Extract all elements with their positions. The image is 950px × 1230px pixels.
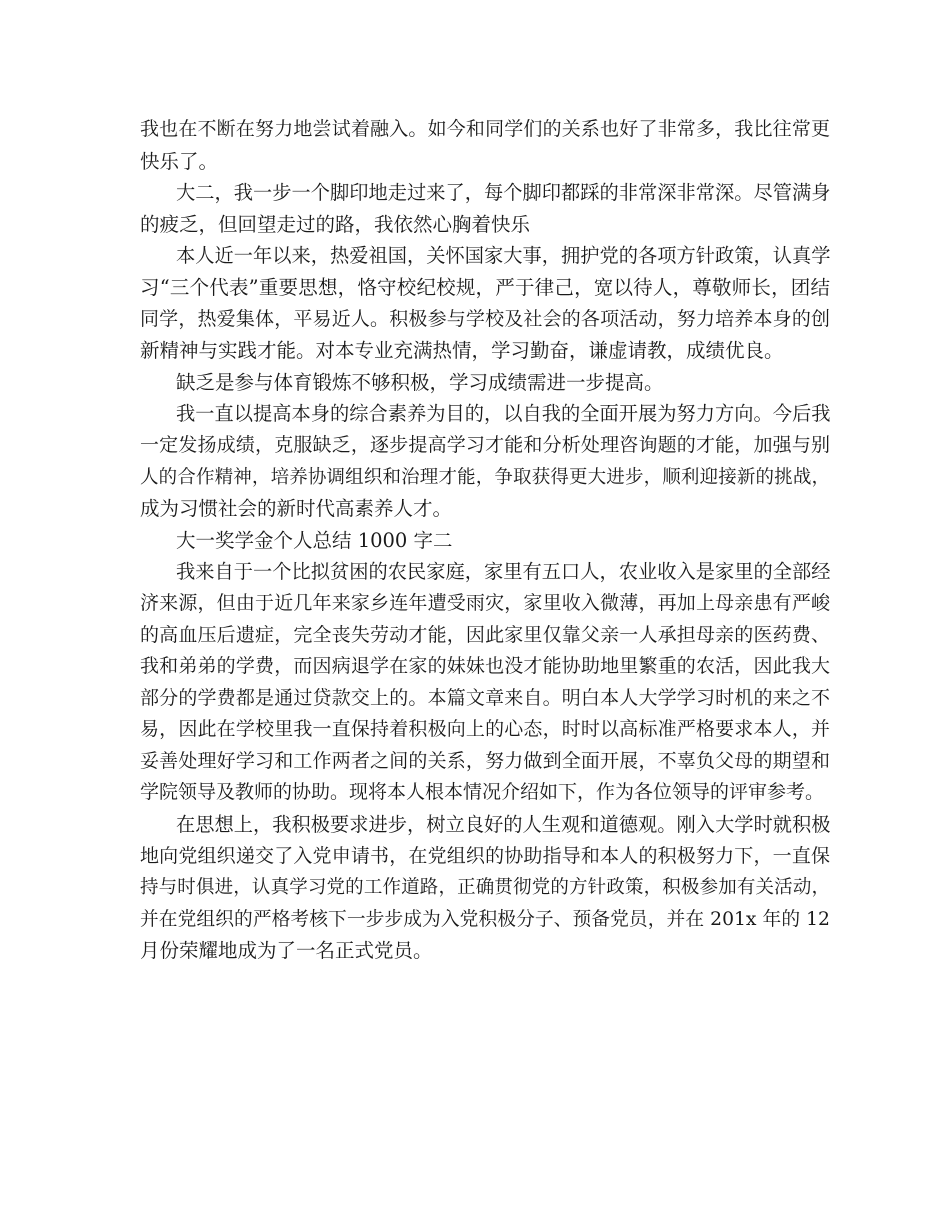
- text-line: 同学，热爱集体，平易近人。积极参与学校及社会的各项活动，努力培养本身的创: [140, 307, 830, 330]
- text-line: 我来自于一个比拟贫困的农民家庭，家里有五口人，农业收入是家里的全部经: [176, 560, 831, 584]
- text-line: 持与时俱进，认真学习党的工作道路，正确贯彻党的方针政策，积极参加有关活动，: [140, 877, 830, 899]
- text-line: 济来源，但由于近几年来家乡连年遭受雨灾，家里收入微薄，再加上母亲患有严峻: [140, 591, 830, 614]
- text-line: 的疲乏，但回望走过的路，我依然心胸着快乐: [140, 212, 531, 236]
- text-line: 学院领导及教师的协助。现将本人根本情况介绍如下，作为各位领导的评审参考。: [140, 781, 825, 804]
- text-line: 成为习惯社会的新时代高素养人才。: [140, 497, 453, 521]
- text-line: 我也在不断在努力地尝试着融入。如今和同学们的关系也好了非常多，我比往常更: [140, 118, 830, 140]
- text-line: 本人近一年以来，热爱祖国，关怀国家大事，拥护党的各项方针政策，认真学: [176, 244, 831, 268]
- text-line: 新精神与实践才能。对本专业充满热情，学习勤奋，谦虚请教，成绩优良。: [140, 339, 784, 363]
- text-line: 大二，我一步一个脚印地走过来了，每个脚印都踩的非常深非常深。尽管满身: [176, 181, 831, 205]
- text-line: 部分的学费都是通过贷款交上的。本篇文章来自。明白本人大学学习时机的来之不: [140, 686, 830, 709]
- text-line: 的高血压后遗症，完全丧失劳动才能，因此家里仅靠父亲一人承担母亲的医药费、: [140, 623, 830, 646]
- text-line: 月份荣耀地成为了一名正式党员。: [140, 939, 433, 963]
- text-line: 大一奖学金个人总结 1000 字二: [176, 528, 453, 552]
- text-line: 快乐了。: [140, 149, 219, 173]
- text-line: 我一直以提高本身的综合素养为目的，以自我的全面开展为努力方向。今后我: [176, 402, 831, 426]
- text-line: 我和弟弟的学费，而因病退学在家的妹妹也没才能协助地里繁重的农活，因此我大: [140, 655, 830, 678]
- text-line: 习“三个代表”重要思想，恪守校纪校规，严于律己，宽以待人，尊敬师长，团结: [140, 275, 830, 299]
- text-line: 在思想上，我积极要求进步，树立良好的人生观和道德观。刚入大学时就积极: [176, 813, 831, 837]
- text-line: 并在党组织的严格考核下一步步成为入党积极分子、预备党员，并在 201x 年的 12: [140, 908, 830, 930]
- document-body: [140, 114, 830, 967]
- text-line: 地向党组织递交了入党申请书，在党组织的协助指导和本人的积极努力下，一直保: [140, 844, 830, 867]
- text-line: 易，因此在学校里我一直保持着积极向上的心态，时时以高标准严格要求本人，并: [140, 718, 830, 741]
- text-line: 妥善处理好学习和工作两者之间的关系，努力做到全面开展，不辜负父母的期望和: [140, 749, 830, 772]
- text-line: 缺乏是参与体育锻炼不够积极，学习成绩需进一步提高。: [176, 370, 664, 394]
- text-line: 人的合作精神，培养协调组织和治理才能，争取获得更大进步，顺利迎接新的挑战，: [140, 466, 830, 488]
- text-line: 一定发扬成绩，克服缺乏，逐步提高学习才能和分析处理咨询题的才能，加强与别: [140, 433, 830, 456]
